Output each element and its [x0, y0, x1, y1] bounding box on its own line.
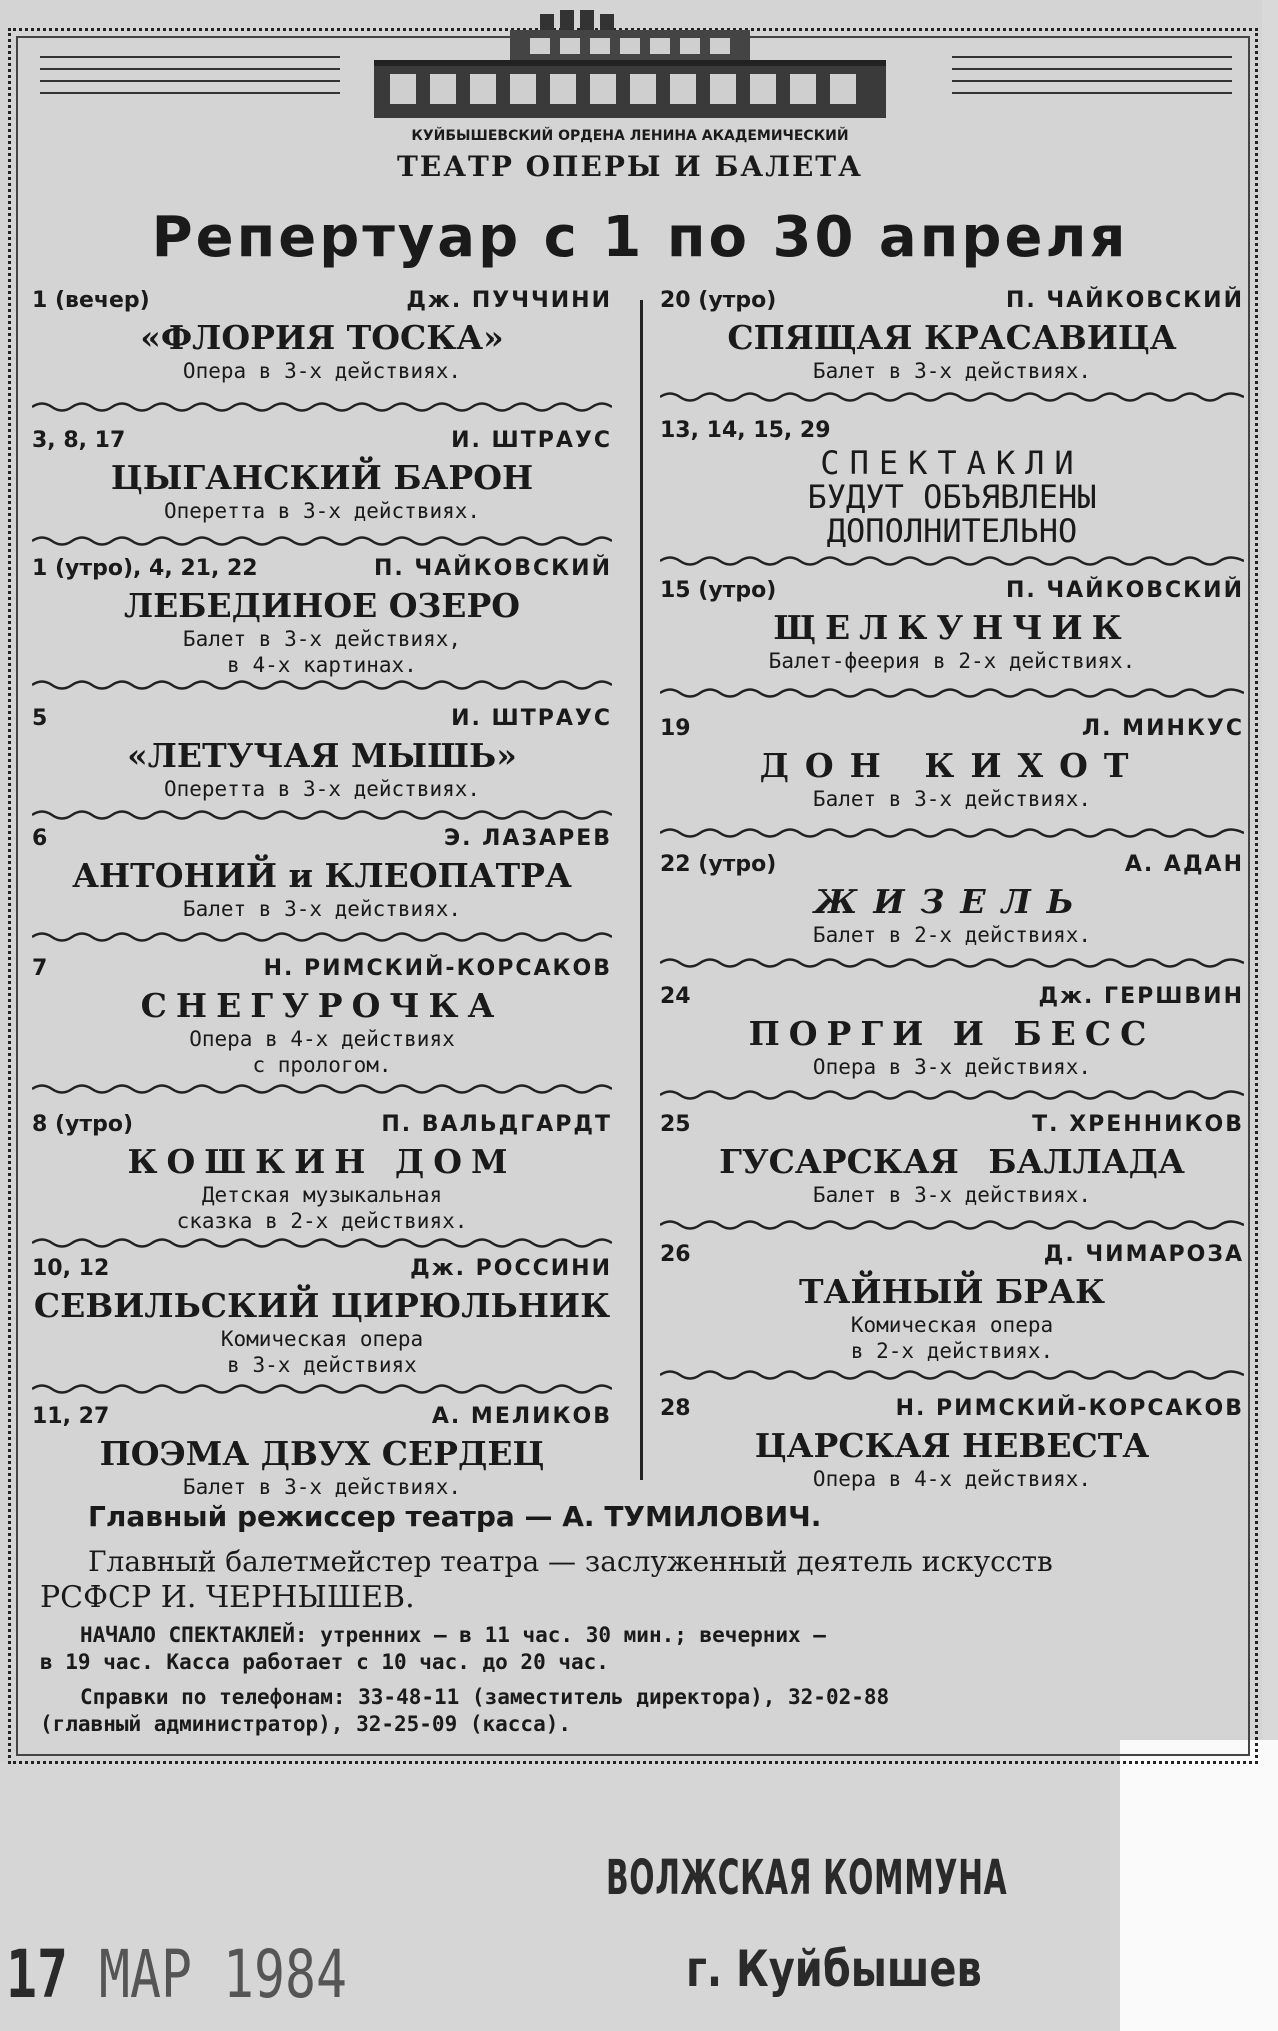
performance-title: «ЛЕТУЧАЯ МЫШЬ»: [127, 736, 517, 775]
performance-genre: в 3-х действиях: [227, 1353, 417, 1377]
performance-entry: [32, 288, 612, 384]
performance-composer: И. ШТРАУС: [451, 706, 612, 731]
performance-genre: Балет в 3-х действиях,: [182, 627, 462, 651]
performance-entry: [660, 716, 1244, 812]
performance-dates: 25: [660, 1112, 691, 1137]
performance-composer: Л. МИНКУС: [1081, 716, 1244, 741]
performance-dates: 5: [32, 706, 48, 731]
performance-genre: Балет-феерия в 2-х действиях.: [768, 649, 1136, 673]
performance-genre: в 2-х действиях.: [850, 1339, 1054, 1363]
announcement-line: СПЕКТАКЛИ: [820, 444, 1084, 482]
wavy-separator: [32, 1236, 612, 1250]
performance-composer: П. ЧАЙКОВСКИЙ: [1005, 288, 1244, 313]
start-times-line-2: в 19 час. Касса работает с 10 час. до 20 час.: [40, 1650, 609, 1674]
performance-entry: [32, 1256, 612, 1378]
performance-title: ЩЕЛКУНЧИК: [773, 608, 1131, 647]
performance-dates: 8 (утро): [32, 1112, 134, 1137]
performance-entry: [660, 852, 1244, 948]
performance-genre: Оперетта в 3-х действиях.: [163, 499, 481, 523]
performance-composer: П. ВАЛЬДГАРДТ: [381, 1112, 612, 1137]
performance-title: АНТОНИЙ и КЛЕОПАТРА: [72, 856, 572, 895]
performance-entry: [660, 1112, 1244, 1208]
performance-genre: Балет в 3-х действиях.: [812, 359, 1092, 383]
performance-title: «ФЛОРИЯ ТОСКА»: [140, 318, 504, 357]
announcement-line: БУДУТ ОБЪЯВЛЕНЫ: [807, 478, 1097, 516]
performance-composer: А. МЕЛИКОВ: [431, 1404, 612, 1429]
performance-dates: 20 (утро): [660, 288, 777, 313]
wavy-separator: [32, 534, 612, 548]
performance-genre: в 4-х картинах.: [227, 653, 417, 677]
wavy-separator: [32, 678, 612, 692]
performance-entry: [32, 1112, 612, 1234]
wavy-separator: [660, 1088, 1244, 1102]
performance-entry: [32, 428, 612, 524]
wavy-separator: [32, 930, 612, 944]
performance-genre: Балет в 3-х действиях.: [182, 1475, 462, 1499]
performance-title: ДОН КИХОТ: [759, 746, 1145, 785]
performance-dates: 26: [660, 1242, 691, 1267]
chief-director-line: Главный режиссер театра — А. ТУМИЛОВИЧ.: [88, 1500, 822, 1533]
performance-entry: [32, 1404, 612, 1500]
wavy-separator: [32, 1082, 612, 1096]
newspaper-stamp: ВОЛЖСКАЯ КОММУНА: [606, 1850, 1008, 1906]
announcement-line: ДОПОЛНИТЕЛЬНО: [826, 512, 1078, 550]
performance-genre: Балет в 2-х действиях.: [812, 923, 1092, 947]
wavy-separator: [32, 808, 612, 822]
theatre-name-line2: ТЕАТР ОПЕРЫ И БАЛЕТА: [397, 150, 863, 183]
date-stamp-month-year: МАР 1984: [99, 1936, 347, 2013]
performance-entry: [660, 984, 1244, 1080]
performance-entry: [32, 706, 612, 802]
performance-composer: А. АДАН: [1124, 852, 1244, 877]
performance-title: СПЯЩАЯ КРАСАВИЦА: [727, 318, 1177, 357]
performance-title: ЛЕБЕДИНОЕ ОЗЕРО: [123, 586, 521, 625]
performance-title: ПОЭМА ДВУХ СЕРДЕЦ: [99, 1434, 545, 1473]
header-rules-right: [952, 56, 1232, 106]
performance-dates: 6: [32, 826, 48, 851]
performance-genre: Комическая опера: [220, 1327, 424, 1351]
header-rules-left: [40, 56, 340, 106]
city-stamp: г. Куйбышев: [686, 1940, 982, 1998]
column-divider: [640, 300, 643, 1480]
performance-composer: Д. ЧИМАРОЗА: [1043, 1242, 1244, 1267]
performance-genre: Опера в 4-х действиях: [189, 1027, 455, 1051]
performance-title: ГУСАРСКАЯ БАЛЛАДА: [719, 1142, 1185, 1181]
wavy-separator: [32, 1382, 612, 1396]
ballet-master-line-2: РСФСР И. ЧЕРНЫШЕВ.: [40, 1580, 415, 1615]
performance-composer: П. ЧАЙКОВСКИЙ: [1005, 578, 1244, 603]
performance-genre: Опера в 3-х действиях.: [182, 359, 462, 383]
performance-composer: Э. ЛАЗАРЕВ: [443, 826, 612, 851]
performance-title: ТАЙНЫЙ БРАК: [798, 1272, 1106, 1311]
performance-composer: И. ШТРАУС: [451, 428, 612, 453]
performance-entry: [660, 1396, 1244, 1492]
wavy-separator: [660, 826, 1244, 840]
wavy-separator: [660, 390, 1244, 404]
performance-dates: 1 (утро), 4, 21, 22: [32, 556, 258, 581]
performance-genre: Опера в 4-х действиях.: [812, 1467, 1092, 1491]
performance-dates: 11, 27: [32, 1404, 110, 1429]
performance-title: ПОРГИ И БЕСС: [748, 1014, 1156, 1053]
performance-title: КОШКИН ДОМ: [127, 1142, 517, 1181]
performance-composer: Н. РИМСКИЙ-КОРСАКОВ: [895, 1396, 1244, 1421]
performance-genre: Комическая опера: [850, 1313, 1054, 1337]
performance-genre: Балет в 3-х действиях.: [812, 787, 1092, 811]
performance-entry: [32, 956, 612, 1078]
theatre-name-line1: КУЙБЫШЕВСКИЙ ОРДЕНА ЛЕНИНА АКАДЕМИЧЕСКИЙ: [411, 128, 849, 144]
performance-composer: Дж. РОССИНИ: [410, 1256, 612, 1281]
wavy-separator: [660, 1218, 1244, 1232]
performance-title: СЕВИЛЬСКИЙ ЦИРЮЛЬНИК: [33, 1286, 611, 1325]
repertoire-title: Репертуар с 1 по 30 апреля: [151, 205, 1129, 270]
wavy-separator: [660, 686, 1244, 700]
performance-composer: Т. ХРЕННИКОВ: [1032, 1112, 1244, 1137]
performance-dates: 19: [660, 716, 691, 741]
performance-entry: [32, 826, 612, 922]
performance-dates: 28: [660, 1396, 691, 1421]
date-stamp: [6, 1936, 347, 2013]
performance-title: СНЕГУРОЧКА: [140, 986, 504, 1025]
performance-genre: Балет в 3-х действиях.: [182, 897, 462, 921]
performance-composer: Дж. ГЕРШВИН: [1038, 984, 1244, 1009]
wavy-separator: [660, 956, 1244, 970]
phones-line-2: (главный администратор), 32-25-09 (касса).: [40, 1712, 572, 1736]
start-times-line-1: НАЧАЛО СПЕКТАКЛЕЙ: утренних — в 11 час. 30 мин.; вечерних —: [80, 1623, 826, 1647]
performance-title: ЖИЗЕЛЬ: [814, 882, 1090, 921]
performance-entry: [32, 556, 612, 678]
torn-corner: [1120, 1740, 1278, 2031]
performance-composer: Дж. ПУЧЧИНИ: [406, 288, 612, 313]
performance-dates: 7: [32, 956, 48, 981]
performance-title: ЦЫГАНСКИЙ БАРОН: [110, 458, 534, 497]
performance-genre: Балет в 3-х действиях.: [812, 1183, 1092, 1207]
performance-title: ЦАРСКАЯ НЕВЕСТА: [754, 1426, 1150, 1465]
wavy-separator: [660, 1368, 1244, 1382]
performance-genre: сказка в 2-х действиях.: [176, 1209, 468, 1233]
performance-dates: 24: [660, 984, 691, 1009]
performance-entry: [660, 418, 1244, 548]
performance-dates: 22 (утро): [660, 852, 777, 877]
performance-dates: 1 (вечер): [32, 288, 150, 313]
performance-genre: с прологом.: [252, 1053, 392, 1077]
performance-composer: П. ЧАЙКОВСКИЙ: [373, 556, 612, 581]
ballet-master-line-1: Главный балетмейстер театра — заслуженный деятель искусств: [88, 1545, 1053, 1578]
performance-dates: 15 (утро): [660, 578, 777, 603]
date-stamp-day: 17: [6, 1936, 68, 2013]
performance-dates: 3, 8, 17: [32, 428, 126, 453]
performance-genre: Опера в 3-х действиях.: [812, 1055, 1092, 1079]
performance-entry: [660, 578, 1244, 674]
performance-genre: Детская музыкальная: [201, 1183, 443, 1207]
performance-entry: [660, 1242, 1244, 1364]
theatre-building-emblem: [360, 8, 900, 128]
performance-dates: 13, 14, 15, 29: [660, 418, 831, 443]
performance-composer: Н. РИМСКИЙ-КОРСАКОВ: [263, 956, 612, 981]
performance-genre: Оперетта в 3-х действиях.: [163, 777, 481, 801]
performance-entry: [660, 288, 1244, 384]
wavy-separator: [660, 554, 1244, 568]
wavy-separator: [32, 400, 612, 414]
performance-dates: 10, 12: [32, 1256, 110, 1281]
phones-line-1: Справки по телефонам: 33-48-11 (заместитель директора), 32-02-88: [80, 1685, 890, 1709]
